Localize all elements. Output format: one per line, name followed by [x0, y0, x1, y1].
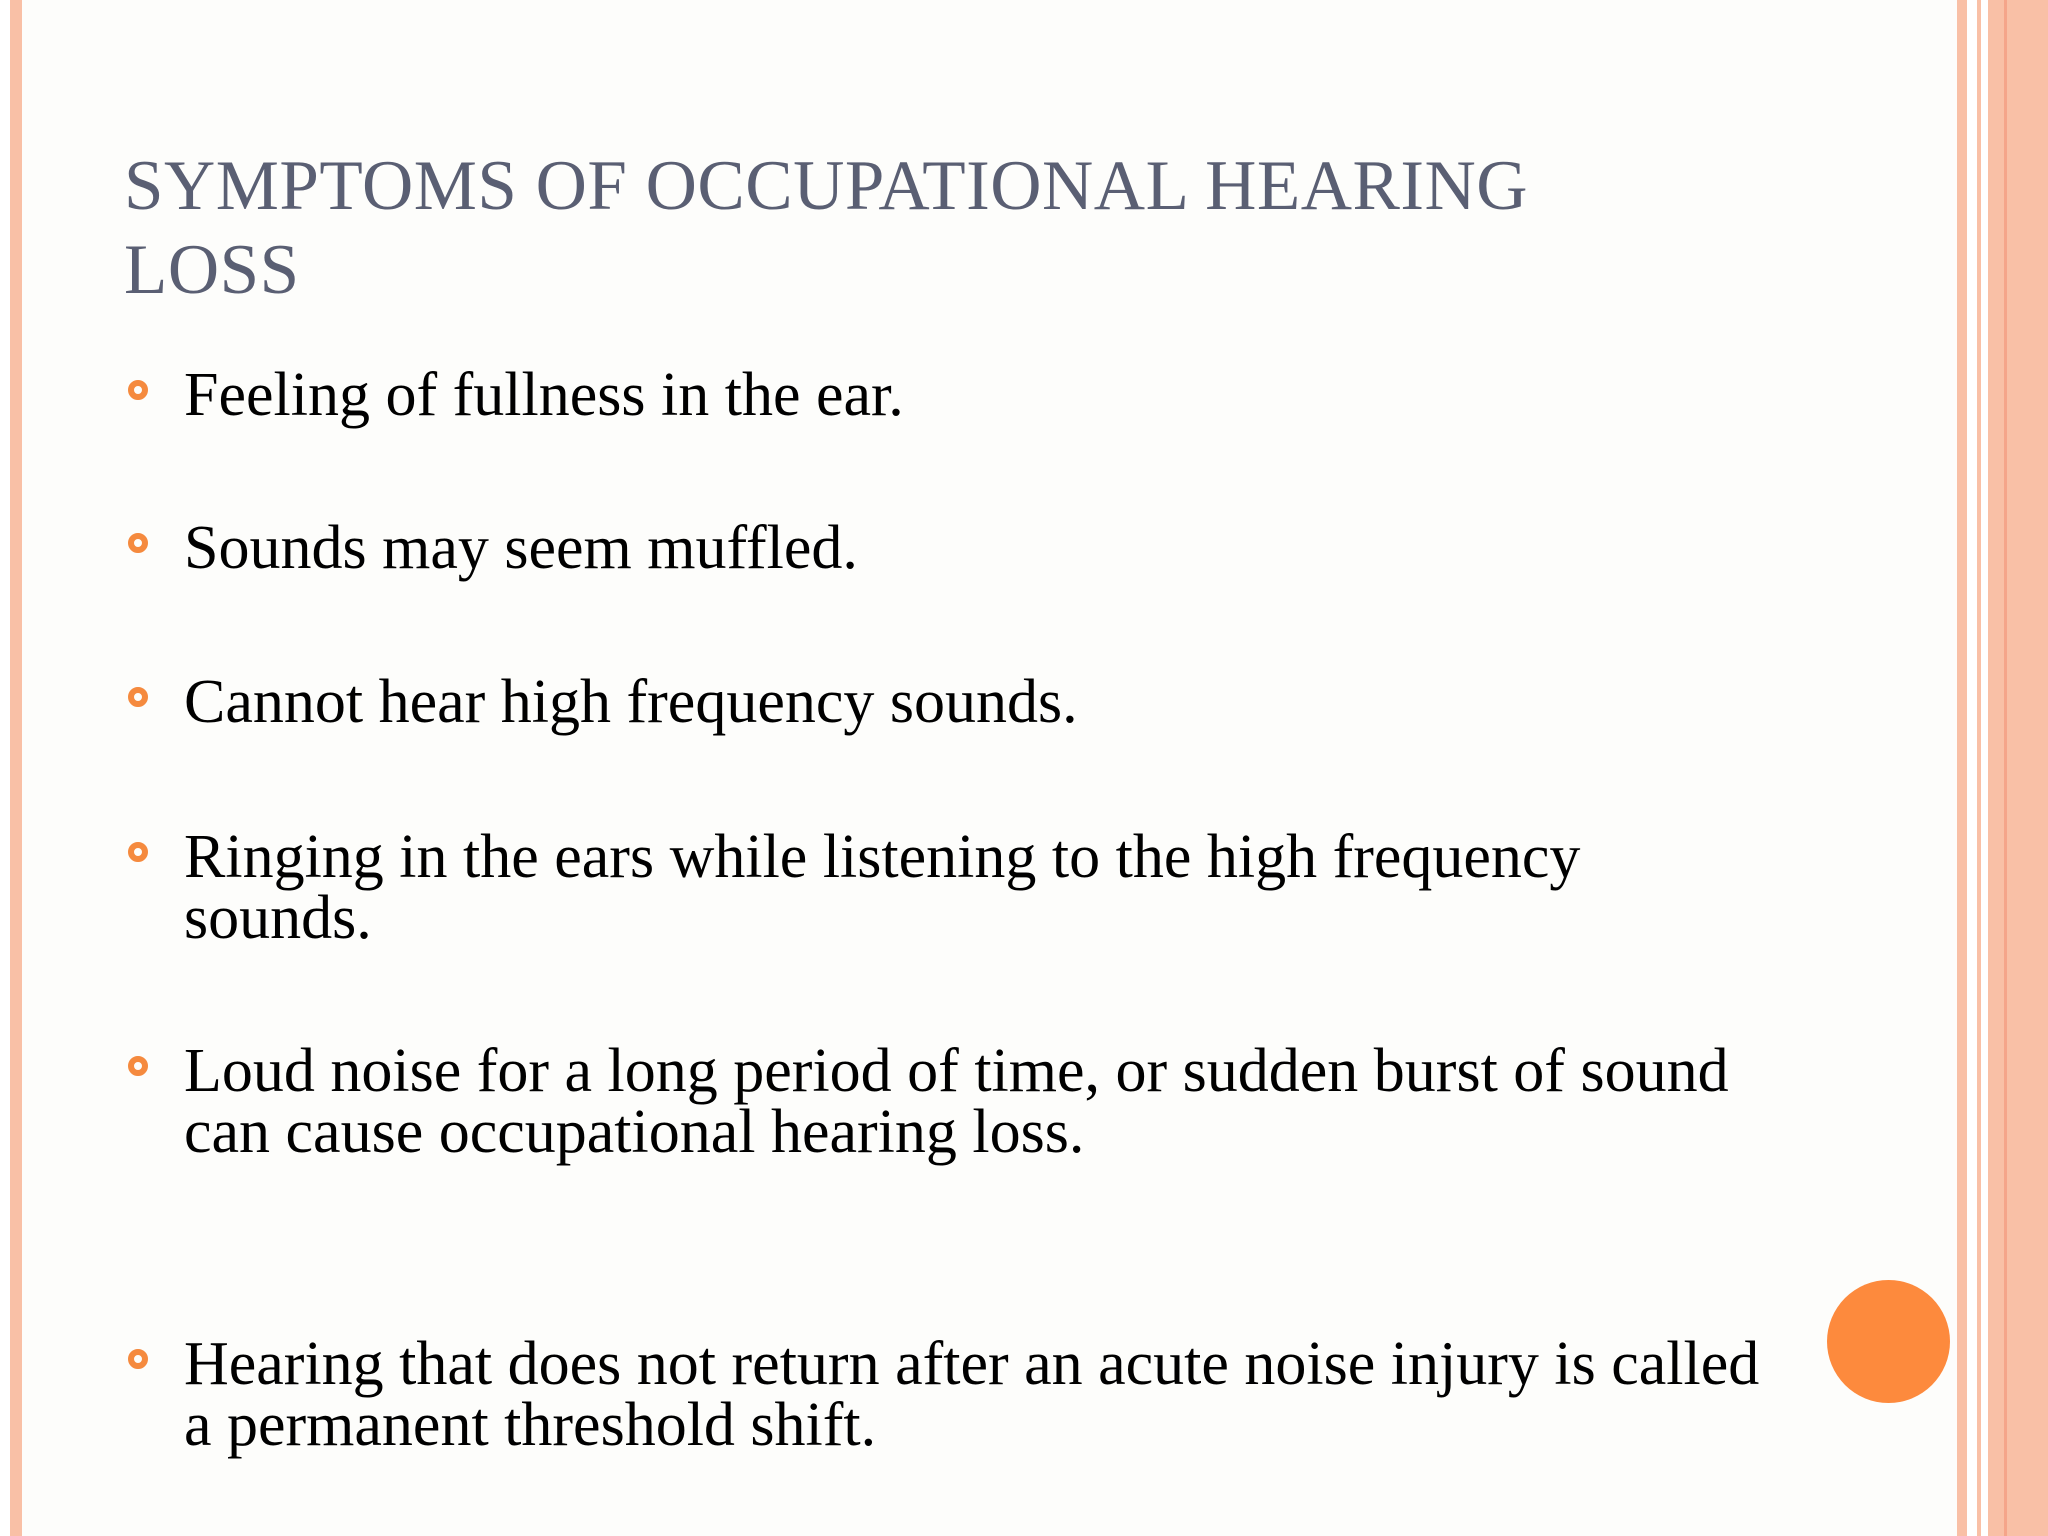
bullet-text: Ringing in the ears while listening to the high frequency sounds. — [184, 823, 1581, 952]
right-border-stripe — [1957, 0, 1967, 1536]
hollow-circle-bullet-icon — [128, 1349, 148, 1369]
bullet-item — [124, 361, 1764, 429]
hollow-circle-bullet-icon — [128, 842, 148, 862]
slide-title: SYMPTOMS OF OCCUPATIONAL HEARING LOSS — [124, 147, 1529, 309]
bullet-item — [124, 514, 1764, 582]
hollow-circle-bullet-icon — [128, 533, 148, 553]
right-border-line — [2004, 0, 2007, 1536]
right-border-thin-stripe — [1977, 0, 1981, 1536]
right-border-wide-stripe — [1988, 0, 2048, 1536]
hollow-circle-bullet-icon — [128, 380, 148, 400]
bullet-text: Loud noise for a long period of time, or sudden burst of sound can cause occupational hearing loss. — [184, 1037, 1729, 1166]
bullet-item — [124, 1330, 1764, 1459]
bullet-text: Hearing that does not return after an acute noise injury is called a permanent threshold shift. — [184, 1330, 1760, 1459]
bullet-text: Feeling of fullness in the ear. — [184, 361, 904, 429]
bullet-item — [124, 1037, 1764, 1166]
filled-circle-accent-icon — [1827, 1280, 1950, 1403]
bullet-text: Sounds may seem muffled. — [184, 514, 858, 582]
hollow-circle-bullet-icon — [128, 1056, 148, 1076]
bullet-item — [124, 668, 1764, 736]
hollow-circle-bullet-icon — [128, 687, 148, 707]
bullet-item — [124, 823, 1764, 952]
bullet-text: Cannot hear high frequency sounds. — [184, 668, 1078, 736]
